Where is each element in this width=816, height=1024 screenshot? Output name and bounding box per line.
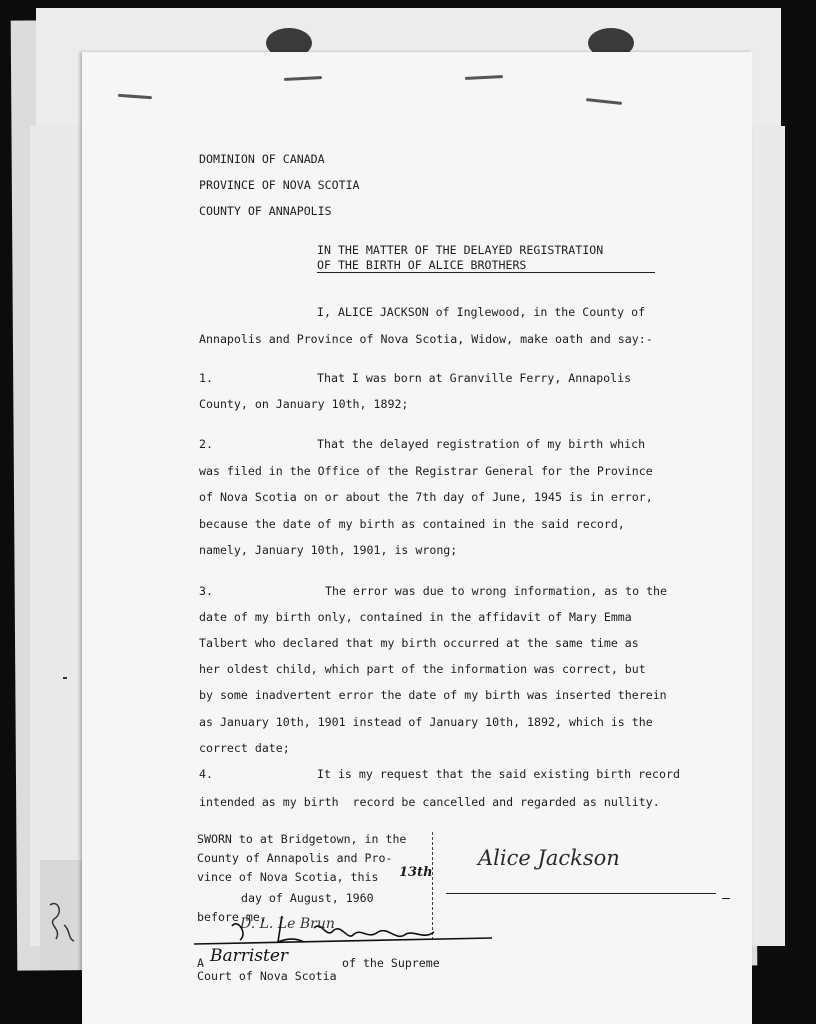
- paragraph-line: by some inadvertent error the date of my birth was inserted therein: [199, 688, 667, 702]
- jurat-line: day of August, 1960: [241, 891, 374, 905]
- jurat-line: of the Supreme: [342, 956, 440, 970]
- paragraph-number: 4.: [199, 767, 213, 781]
- paragraph-line: date of my birth only, contained in the affidavit of Mary Emma: [199, 610, 632, 624]
- handwritten-title: Barrister: [210, 946, 289, 966]
- jurat-line: before me,: [197, 910, 267, 924]
- paragraph-number: 3.: [199, 584, 213, 598]
- paragraph-line: It is my request that the said existing birth record: [317, 767, 680, 781]
- paragraph-line: namely, January 10th, 1901, is wrong;: [199, 543, 458, 557]
- paragraph-line: of Nova Scotia on or about the 7th day of June, 1945 is in error,: [199, 490, 653, 504]
- commissioner-signature-flourish: [192, 908, 502, 958]
- paragraph-line: correct date;: [199, 741, 290, 755]
- paragraph-line: That I was born at Granville Ferry, Annapolis: [317, 371, 632, 385]
- handwritten-day: 13th: [399, 865, 433, 880]
- paragraph-line: intended as my birth record be cancelled and regarded as nullity.: [199, 795, 660, 809]
- paragraph-number: 1.: [199, 371, 213, 385]
- paragraph-line: County, on January 10th, 1892;: [199, 397, 409, 411]
- jurat-line: County of Annapolis and Pro-: [197, 851, 393, 865]
- paragraph-line: The error was due to wrong information, as to the: [325, 584, 668, 598]
- paragraph-number: 2.: [199, 437, 213, 451]
- signature-line-dash: [722, 898, 730, 899]
- jurat-line: A: [197, 956, 204, 970]
- intro-line: I, ALICE JACKSON of Inglewood, in the County of: [317, 305, 646, 319]
- paragraph-line: her oldest child, which part of the information was correct, but: [199, 662, 646, 676]
- intro-line: Annapolis and Province of Nova Scotia, Widow, make oath and say:-: [199, 332, 653, 346]
- matter-line: OF THE BIRTH OF ALICE BROTHERS: [317, 258, 655, 273]
- paragraph-line: because the date of my birth as contained in the said record,: [199, 517, 625, 531]
- deponent-signature: Alice Jackson: [478, 846, 620, 870]
- jurat-line: Court of Nova Scotia: [197, 969, 337, 983]
- paragraph-line: That the delayed registration of my birth which: [317, 437, 646, 451]
- header-line: PROVINCE OF NOVA SCOTIA: [199, 178, 360, 192]
- commissioner-signature: D. L. Le Brun: [240, 916, 335, 932]
- header-line: DOMINION OF CANADA: [199, 152, 325, 166]
- header-line: COUNTY OF ANNAPOLIS: [199, 204, 332, 218]
- paragraph-line: Talbert who declared that my birth occurred at the same time as: [199, 636, 639, 650]
- paragraph-line: as January 10th, 1901 instead of January 10th, 1892, which is the: [199, 715, 653, 729]
- signature-line: [446, 893, 716, 894]
- jurat-line: SWORN to at Bridgetown, in the: [197, 832, 407, 846]
- jurat-line: vince of Nova Scotia, this: [197, 870, 379, 884]
- matter-line: IN THE MATTER OF THE DELAYED REGISTRATION: [317, 243, 604, 257]
- paragraph-line: was filed in the Office of the Registrar General for the Province: [199, 464, 653, 478]
